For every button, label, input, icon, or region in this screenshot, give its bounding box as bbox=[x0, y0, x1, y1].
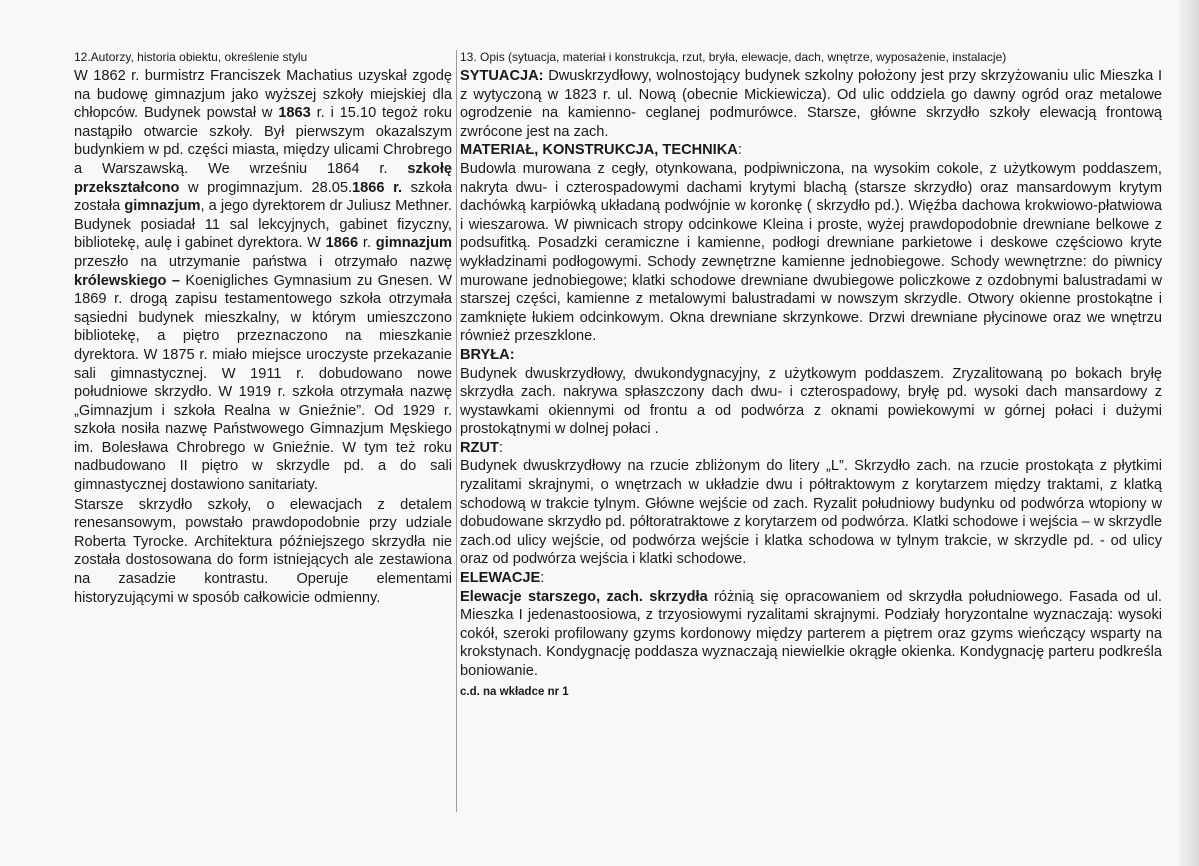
material-heading bbox=[460, 141, 1162, 160]
history-text-segment: , a jego dyrektorem dr Juliusz Methner. Budynek posiadał 11 sal lekcyjnych, gabinet fizyczny, bibliotekę, aulę i gabinet dyrektora. W bbox=[74, 198, 453, 252]
sytuacja-label: SYTUACJA: bbox=[460, 68, 544, 84]
elewacje-label: ELEWACJE bbox=[460, 570, 541, 587]
sytuacja-paragraph bbox=[460, 67, 1162, 141]
history-column bbox=[74, 50, 452, 607]
history-text-segment: szkoła została bbox=[74, 179, 453, 215]
history-text-segment: szkołę przekształcono bbox=[74, 160, 452, 196]
history-text-segment: Koenigliches Gymnasium zu Gnesen. W 1869 r. drogą zapisu testamentowego szkoła otrzymała sąsiedni budynek mieszkalny, w którym umieszczono bibliotekę, a piętro przeznaczono na mieszkanie dyrektora. W 1875 r. miało miejsce uroczyste przekazanie sali gimnastycznej. W 1911 r. dobudowano nowe południowe skrzydło. W 1919 r. szkoła otrzymała nazwę „Gimnazjum i szkoła Realna w Gnieźnie”. Od 1929 r. szkoła nosiła nazwę Państwowego Gimnazjum Męskiego im. Bolesława Chrobrego w Gnieźnie. W tym też roku nadbudowano II piętro w skrzydle pd. a do sali gimnastycznej dostawiono sanitariaty. bbox=[74, 272, 453, 494]
page-edge-shadow bbox=[1179, 0, 1199, 866]
elewacje-text: różnią się opracowaniem od skrzydła południowego. Fasada od ul. Mieszka I jedenastoosiowa, z trzyosiowymi ryzalitami skrajnymi. Podziały horyzontalne wyznaczają: wysoki cokół, szeroki profilowany gzyms kordonowy między parterem a piętrem oraz gzyms wieńczący wsparty na krokstynach. Kondygnację poddasza wyznaczają niewielkie okrągłe okienka. Kondygnację parteru podkreśla boniowanie. bbox=[460, 588, 1162, 679]
history-text-segment: r. bbox=[358, 235, 376, 252]
bryla-heading: BRYŁA: bbox=[460, 346, 515, 363]
bryla-paragraph: Budynek dwuskrzydłowy, dwukondygnacyjny, z użytkowym poddaszem. Zryzalitowaną po bokach bryłę skrzydła zach. nakrywa spłaszczony dach dwu- i czterospadowy, bryłę pd. wysoki dach mansardowy z wystawkami okiennymi od frontu a od podwórza z oknami powiekowymi w górnej połaci i dużymi prostokątnymi w dolnej połaci . bbox=[460, 365, 1162, 438]
description-column bbox=[460, 50, 1162, 701]
material-paragraph: Budowla murowana z cegły, otynkowana, podpiwniczona, na wysokim cokole, z użytkowym poddaszem, nakryta dwu- i czterospadowymi dachami krytymi blachą (starsze skrzydło) oraz mansardowym krytym dachówką karpiówką układaną podwójnie w koronkę ( skrzydło pd.). Więźba dachowa krokwiowo-płatwiowa i wieszarowa. W piwnicach stropy odcinkowe Kleina i proste, wyżej prawdopodobnie drewniane belkowe z podsufitką. Posadzki ceramiczne i kamienne, podłogi drewniane parkietowe i deskowe częściowo kryte wykładzinami podłogowymi. Schody zewnętrzne kamienne jednobiegowe. Schody wewnętrzne: do piwnicy murowane jednobiegowe; klatki schodowe drewniane dwubiegowe policzkowe z ozdobnymi balustradami w starszej części, kamienne z metalowymi balustradami w nowszym skrzydle. Otwory okienne prostokątne i zamknięte łukiem odcinkowym. Okna drewniane skrzynkowe. Drzwi drewniane płycinowe oraz we wnętrzu również przeszklone. bbox=[460, 160, 1162, 345]
sytuacja-text: Dwuskrzydłowy, wolnostojący budynek szkolny położony jest przy skrzyżowaniu ulic Mieszka I z wytyczoną w 1823 r. ul. Nową (obecnie Mickiewicza). Od ulic oddziela go dawny ogród oraz metalowe ogrodzenie na kamienno- ceglanej podmurówce. Starsze, główne skrzydło szkoły elewacją frontową zwrócone jest na zach. bbox=[460, 68, 1162, 140]
section-13-header: 13. Opis (sytuacja, materiał i konstrukcja, rzut, bryła, elewacje, dach, wnętrze, wyposażenie, instalacje) bbox=[460, 50, 1007, 64]
history-text-segment: gimnazjum bbox=[124, 198, 201, 215]
section-12-header: 12.Autorzy, historia obiektu, określenie stylu bbox=[74, 50, 308, 64]
rzut-colon: : bbox=[498, 439, 503, 456]
column-divider bbox=[456, 50, 457, 812]
history-text-segment: r. i 15.10 tegoż roku nastąpiło otwarcie szkoły. Był pierwszym okazalszym budynkiem w pd. części miasta, między ulicami Chrobrego a Warszawską. We wrześniu 1864 r. bbox=[74, 105, 452, 177]
material-label: MATERIAŁ, KONSTRUKCJA, TECHNIKA bbox=[460, 142, 738, 159]
elewacje-colon: : bbox=[540, 570, 545, 587]
rzut-label: RZUT bbox=[460, 439, 499, 456]
rzut-heading bbox=[460, 439, 1162, 458]
continued-note: c.d. na wkładce nr 1 bbox=[460, 685, 569, 698]
history-text-segment: 1863 bbox=[278, 105, 311, 122]
material-colon: : bbox=[737, 142, 742, 159]
history-paragraph-1 bbox=[74, 67, 452, 495]
history-text-segment: przeszło na utrzymanie państwa i otrzymało nazwę bbox=[74, 253, 452, 270]
elewacje-heading bbox=[460, 569, 1162, 588]
history-text-segment: w progimnazjum. 28.05. bbox=[179, 179, 353, 196]
history-text-segment: królewskiego – bbox=[74, 272, 180, 289]
elewacje-bold-text: Elewacje starszego, zach. skrzydła bbox=[460, 588, 708, 605]
history-text-segment: gimnazjum bbox=[375, 235, 452, 252]
history-text-segment: 1866 r. bbox=[352, 179, 403, 196]
history-paragraph-2: Starsze skrzydło szkoły, o elewacjach z detalem renesansowym, powstało prawdopodobnie przy udziale Roberta Tyrocke. Architektura późniejszego skrzydła nie została dostosowana do form istniejących ale zestawiona na zasadzie kontrastu. Operuje elementami historyzującymi w sposób całkowicie odmienny. bbox=[74, 496, 452, 606]
history-text-segment: 1866 bbox=[325, 235, 359, 252]
elewacje-paragraph bbox=[460, 588, 1162, 681]
history-text-segment: W 1862 r. burmistrz Franciszek Machatius uzyskał zgodę na budowę gimnazjum jako wyższej szkoły miejskiej dla chłopców. Budynek powstał w bbox=[74, 68, 452, 122]
rzut-paragraph: Budynek dwuskrzydłowy na rzucie zbliżonym do litery „L”. Skrzydło zach. na rzucie prostokąta z płytkimi ryzalitami skrajnymi, o wnętrzach w układzie dwu i półtraktowym z korytarzem między traktami, z klatką schodową w trakcie tylnym. Główne wejście od zach. Ryzalit południowy budynku od podwórza wtopiony w dobudowane skrzydło pd. półtoratraktowe z korytarzem od podwórza. Klatki schodowe i wejścia – w skrzydle zach.od ulicy wejście, od podwórza wejście i klatka schodowa w tylnym trakcie, w skrzydle pd. - od ulicy oraz od podwórza wejścia i klatki schodowe. bbox=[460, 458, 1162, 568]
